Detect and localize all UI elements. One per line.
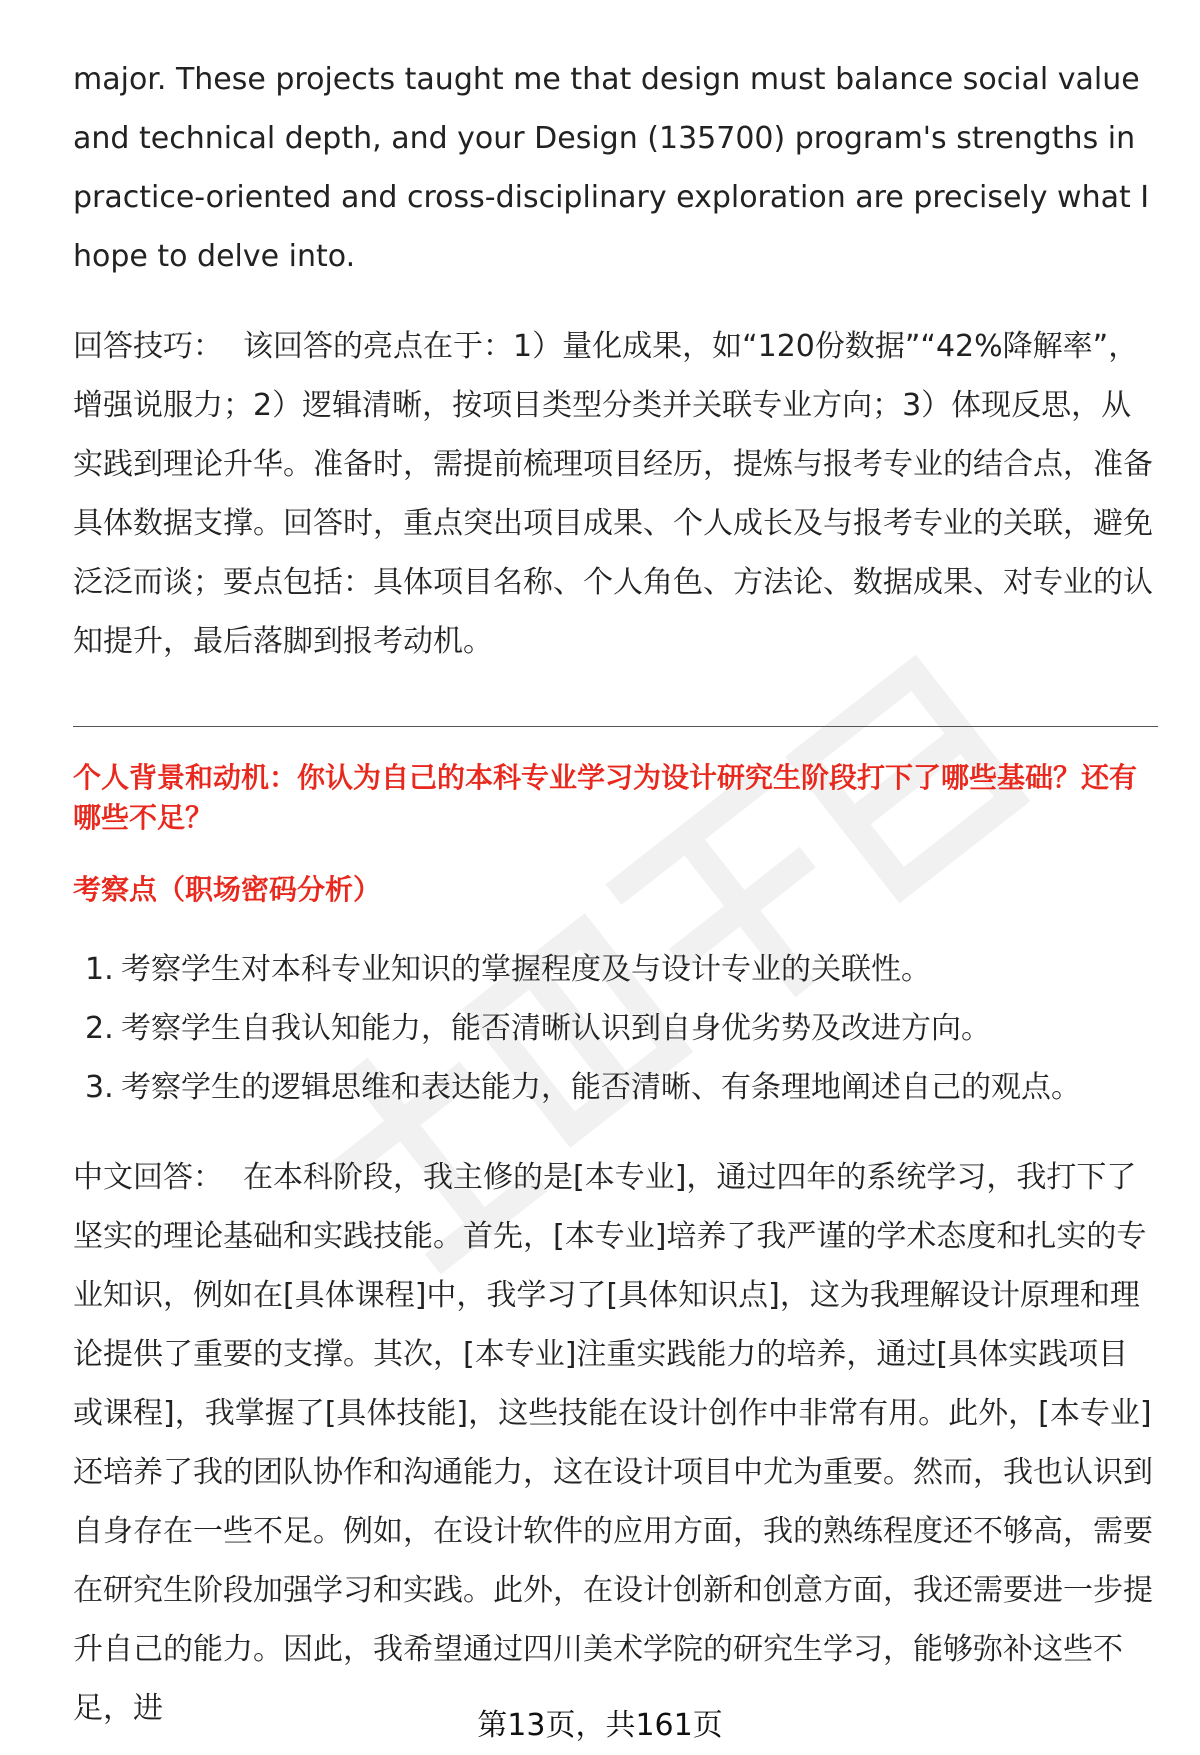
chinese-answer-label: 中文回答： bbox=[73, 1160, 223, 1195]
list-item-text: 考察学生自我认知能力，能否清晰认识到自身优劣势及改进方向。 bbox=[121, 1011, 991, 1046]
assessment-points-list bbox=[73, 940, 1158, 1117]
question-title: 个人背景和动机：你认为自己的本科专业学习为设计研究生阶段打下了哪些基础？还有哪些不足？ bbox=[73, 761, 1138, 834]
answer-tips-text: 该回答的亮点在于：1）量化成果，如“120份数据”“42%降解率”，增强说服力；2）逻辑清晰，按项目类型分类并关联专业方向；3）体现反思，从实践到理论升华。准备时，需提前梳理项目经历，提炼与报考专业的结合点，准备具体数据支撑。回答时，重点突出项目成果、个人成长及与报考专业的关联，避免泛泛而谈；要点包括：具体项目名称、个人角色、方法论、数据成果、对专业的认知提升，最后落脚到报考动机。 bbox=[73, 329, 1153, 659]
list-item-number: 1. bbox=[85, 952, 114, 987]
list-item bbox=[73, 940, 1158, 999]
list-item-text: 考察学生对本科专业知识的掌握程度及与设计专业的关联性。 bbox=[121, 952, 931, 987]
list-item-number: 2. bbox=[85, 1011, 114, 1046]
section-divider bbox=[73, 726, 1158, 727]
answer-tips-label: 回答技巧： bbox=[73, 329, 223, 364]
chinese-answer-paragraph bbox=[73, 1148, 1158, 1738]
list-item bbox=[73, 1058, 1158, 1117]
english-paragraph: major. These projects taught me that design must balance social value and technical depth, and your Design (135700) program's strengths in practice-oriented and cross-disciplinary exploration are precisely what I hope to delve into. bbox=[73, 62, 1150, 274]
page-number-footer: 第13页，共161页 bbox=[477, 1708, 723, 1743]
answer-tips-paragraph bbox=[73, 317, 1158, 671]
list-item-text: 考察学生的逻辑思维和表达能力，能否清晰、有条理地阐述自己的观点。 bbox=[121, 1070, 1081, 1105]
points-heading: 考察点（职场密码分析） bbox=[73, 873, 382, 906]
chinese-answer-text: 在本科阶段，我主修的是[本专业]，通过四年的系统学习，我打下了坚实的理论基础和实践技能。首先，[本专业]培养了我严谨的学术态度和扎实的专业知识，例如在[具体课程]中，我学习了[具体知识点]，这为我理解设计原理和理论提供了重要的支撑。其次，[本专业]注重实践能力的培养，通过[具体实践项目或课程]，我掌握了[具体技能]，这些技能在设计创作中非常有用。此外，[本专业]还培养了我的团队协作和沟通能力，这在设计项目中尤为重要。然而，我也认识到自身存在一些不足。例如，在设计软件的应用方面，我的熟练程度还不够高，需要在研究生阶段加强学习和实践。此外，在设计创新和创意方面，我还需要进一步提升自己的能力。因此，我希望通过四川美术学院的研究生学习，能够弥补这些不足，进 bbox=[73, 1160, 1153, 1726]
list-item-number: 3. bbox=[85, 1070, 114, 1105]
list-item bbox=[73, 999, 1158, 1058]
